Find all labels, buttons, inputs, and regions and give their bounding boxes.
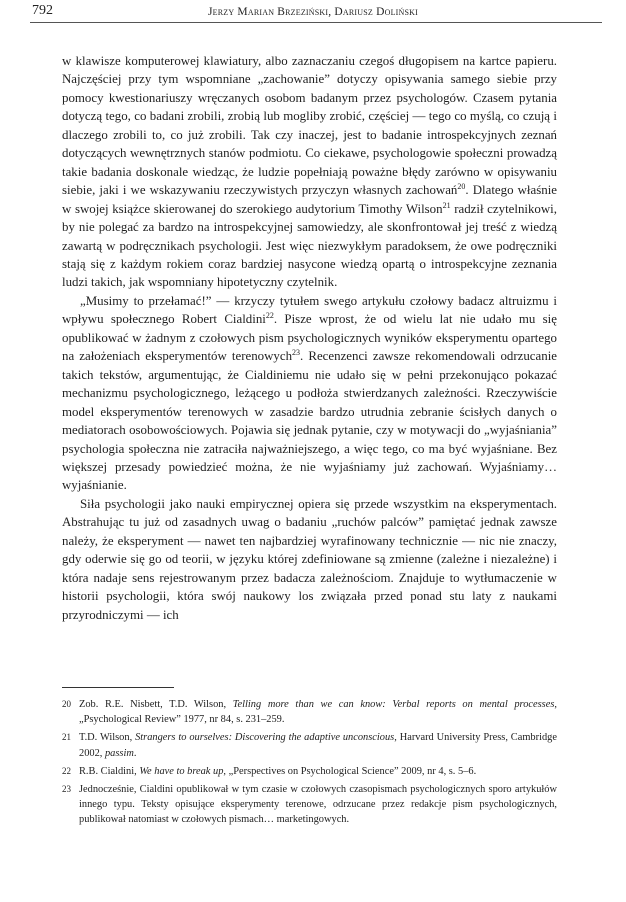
paragraph-text: radził czytelnikowi, by nie polegać za bardzo na introspekcyjnej samowiedzy, ale skonfrontował jej treść z wiedzą zawartą w podręcznikach psychologii. Jest więc niezwykłym paradoksem, że owe podręczniki stają się z każdym rokiem coraz bardziej nasycone wiedzą opartą o introspekcyjne zeznania ludzi takich, jak wspomniany hipotetyczny czytelnik. [62, 201, 557, 290]
paragraph-3 [62, 495, 557, 624]
paragraph-text: „Musimy to przełamać!” — krzyczy tytułem swego artykułu czołowy badacz altruizmu i wpływu społecznego Robert Cialdini [62, 293, 557, 327]
footnote-22 [62, 764, 557, 779]
footnote-title: passim [104, 747, 134, 759]
footnote-text: T.D. Wilson, [79, 732, 136, 744]
page-header [0, 0, 626, 24]
footnote-title: Telling more than we can know: Verbal reports on mental processes [232, 699, 555, 710]
footnote-21 [62, 730, 557, 760]
footnote-ref-20: 20 [457, 182, 466, 192]
footnote-20 [62, 697, 557, 727]
main-text [62, 52, 557, 624]
paragraph-2 [62, 292, 557, 495]
paragraph-text: Siła psychologii jako nauki empirycznej opiera się przede wszystkim na eksperymentach. Abstrahując tu już od zasadnych uwag o badaniu „ruchów palców” pamiętać jednak zawsze należy, że eksperyment — nawet ten najbardziej wyrafinowany technicznie — nic nie znaczy, gdy oderwie się go od teorii, w języku której zdefiniowane są zmienne (zależne i niezależne) i która nadaje sens rejestrowanym przez badacza zależnościom. Znajduje to wytłumaczenie w historii psychologii, która swój naukowy los związała przed ponad stu laty z naukami przyrodniczymi — ich [62, 496, 557, 622]
footnote-text: , Harvard University Press, Cambridge 2002, [79, 732, 557, 759]
footnote-ref-21: 21 [442, 200, 451, 210]
paragraph-text: . Recenzenci zawsze rekomendowali odrzucanie takich tekstów, argumentując, że Cialdiniemu nie udało się w pełni przekonująco pokazać mechanizmu psychologicznego, leżącego u podłoża stwierdzanych zależności. Rzeczywiście model eksperymentów terenowych w zasadzie bardzo utrudnia zebranie ścisłych danych o mediatorach osobowościowych. Pojawia się jednak pytanie, czy w motywacji do „wyjaśniania” psychologia społeczna nie zatraciła najważniejszego, a więc tego, co ma być wyjaśniane. Bez większej przesady powiedzieć można, że nie wyjaśniamy już zachowań. Wyjaśniamy… wyjaśnianie. [62, 349, 557, 493]
footnote-number: 20 [62, 699, 71, 709]
footnote-ref-23: 23 [292, 348, 301, 358]
footnote-ref-22: 22 [265, 311, 274, 321]
paragraph-text: . Dlatego właśnie w swojej książce skierowanej do szerokiego audytorium Timothy Wilson [62, 183, 557, 216]
footnote-title: Strangers to ourselves: Discovering the adaptive unconscious [135, 732, 395, 744]
page-number: 792 [32, 3, 53, 18]
header-rule [30, 22, 602, 23]
footnote-text: Jednocześnie, Cialdini opublikował w tym czasie w czołowych czasopismach psychologicznych sporo artykułów innego typu. Teksty opisujące eksperymenty terenowe, odrzucane przez redakcje pism psychologicznych, publikował natomiast w czołowych pismach… marketingowych. [79, 784, 557, 826]
paragraph-1 [62, 52, 557, 292]
footnote-title: We have to break up [139, 765, 224, 777]
paragraph-text: w klawisze komputerowej klawiatury, albo zaznaczaniu czegoś długopisem na kartce papieru. Najczęściej przy tym wspomniane „zachowanie” dotyczy opisywania samego siebie przy pomocy kwestionariuszy wręczanych osobom badanym przez psychologów. Czasem pytania dotyczą tego, co badani zrobili, zrobią lub mogliby zrobić, częściej — tego co myślą, co czują i dlaczego zrobili to, co już zrobili. Tak czy inaczej, jest to badanie introspekcyjnych zeznań dotyczących wewnętrznych stanów podmiotu. Co ciekawe, psychologowie społeczni prowadzą takie badania doskonale wiedząc, że ludzie popełniają poważne błędy zarówno w opisywaniu siebie, jaki i we wskazywaniu rzeczywistych przyczyn własnych zachowań [62, 54, 557, 198]
footnote-text: Zob. R.E. Nisbett, T.D. Wilson, [79, 699, 233, 710]
footnote-text: , „Perspectives on Psychological Science” 2009, nr 4, s. 5–6. [223, 765, 477, 777]
footnote-rule [62, 687, 174, 688]
footnotes [62, 697, 557, 831]
footnote-number: 21 [62, 732, 71, 743]
footnote-text: , „Psychological Review” 1977, nr 84, s. 231–259. [79, 699, 557, 726]
footnote-number: 22 [62, 765, 71, 776]
paragraph-text: . Pisze wprost, że od wielu lat nie udało mu się opublikować w żadnym z czołowych pism psychologicznych wyników eksperymentu opartego na założeniach eksperymentów terenowych [62, 312, 557, 364]
footnote-23 [62, 782, 557, 828]
footnote-number: 23 [62, 784, 71, 795]
footnote-text: . [133, 747, 137, 759]
footnote-text: R.B. Cialdini, [79, 765, 140, 777]
running-head: Jerzy Marian Brzeziński, Dariusz Doliński [208, 6, 418, 18]
